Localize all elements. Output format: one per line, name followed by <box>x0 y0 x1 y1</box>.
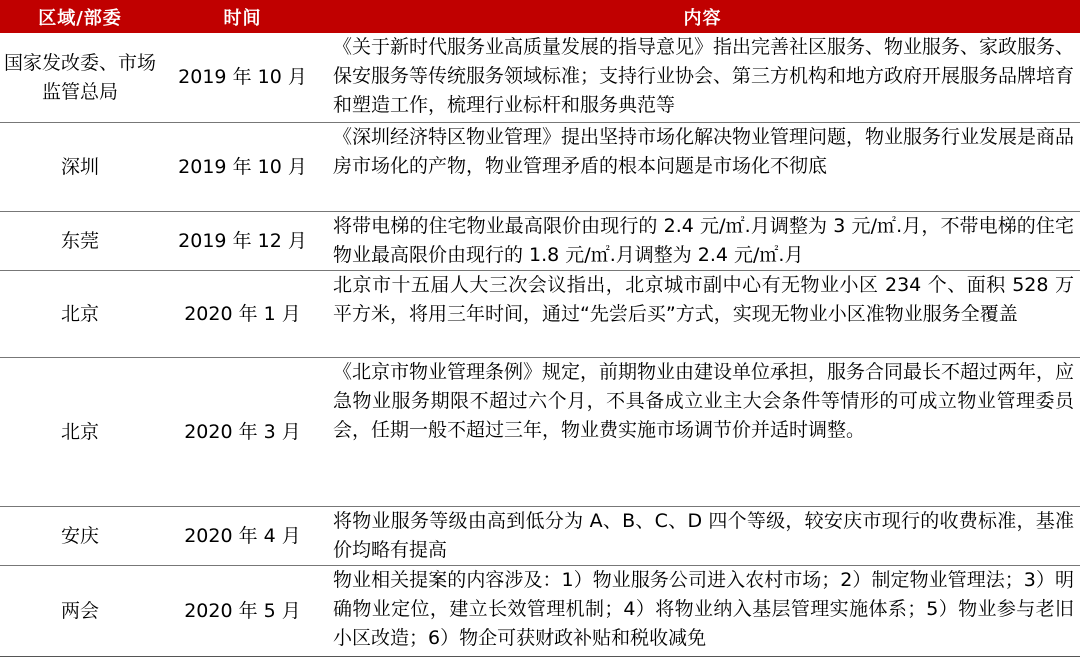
header-row <box>0 0 1080 33</box>
region-cell: 安庆 <box>0 507 160 566</box>
content-cell: 北京市十五届人大三次会议指出，北京城市副中心有无物业小区 234 个、面积 528 万平方米，将用三年时间，通过“先尝后买”方式，实现无物业小区准物业服务全覆盖 <box>325 271 1080 358</box>
region-cell: 北京 <box>0 271 160 358</box>
table-row <box>0 507 1080 566</box>
table-row <box>0 123 1080 212</box>
table-row <box>0 566 1080 657</box>
time-cell: 2019 年 10 月 <box>160 33 325 123</box>
table-row <box>0 212 1080 271</box>
table-row <box>0 33 1080 123</box>
content-cell: 将物业服务等级由高到低分为 A、B、C、D 四个等级，较安庆市现行的收费标准，基准价均略有提高 <box>325 507 1080 566</box>
content-cell: 《深圳经济特区物业管理》提出坚持市场化解决物业管理问题，物业服务行业发展是商品房市场化的产物，物业管理矛盾的根本问题是市场化不彻底 <box>325 123 1080 212</box>
content-cell: 《关于新时代服务业高质量发展的指导意见》指出完善社区服务、物业服务、家政服务、保安服务等传统服务领域标准；支持行业协会、第三方机构和地方政府开展服务品牌培育和塑造工作，梳理行业标杆和服务典范等 <box>325 33 1080 123</box>
content-cell: 将带电梯的住宅物业最高限价由现行的 2.4 元/㎡.月调整为 3 元/㎡.月，不带电梯的住宅物业最高限价由现行的 1.8 元/㎡.月调整为 2.4 元/㎡.月 <box>325 212 1080 271</box>
time-cell: 2019 年 12 月 <box>160 212 325 271</box>
time-cell: 2020 年 3 月 <box>160 358 325 507</box>
table-row <box>0 358 1080 507</box>
region-cell: 北京 <box>0 358 160 507</box>
content-cell: 物业相关提案的内容涉及：1）物业服务公司进入农村市场；2）制定物业管理法；3）明确物业定位，建立长效管理机制；4）将物业纳入基层管理实施体系；5）物业参与老旧小区改造；6）物企可获财政补贴和税收减免 <box>325 566 1080 657</box>
time-cell: 2020 年 4 月 <box>160 507 325 566</box>
time-cell: 2020 年 5 月 <box>160 566 325 657</box>
region-cell: 深圳 <box>0 123 160 212</box>
header-time: 时间 <box>160 0 325 33</box>
header-content: 内容 <box>325 0 1080 33</box>
region-cell: 国家发改委、市场监管总局 <box>0 33 160 123</box>
region-cell: 东莞 <box>0 212 160 271</box>
content-cell: 《北京市物业管理条例》规定，前期物业由建设单位承担，服务合同最长不超过两年，应急物业服务期限不超过六个月，不具备成立业主大会条件等情形的可成立物业管理委员会，任期一般不超过三年，物业费实施市场调节价并适时调整。 <box>325 358 1080 507</box>
time-cell: 2020 年 1 月 <box>160 271 325 358</box>
header-region: 区域/部委 <box>0 0 160 33</box>
region-cell: 两会 <box>0 566 160 657</box>
time-cell: 2019 年 10 月 <box>160 123 325 212</box>
table-row <box>0 271 1080 358</box>
